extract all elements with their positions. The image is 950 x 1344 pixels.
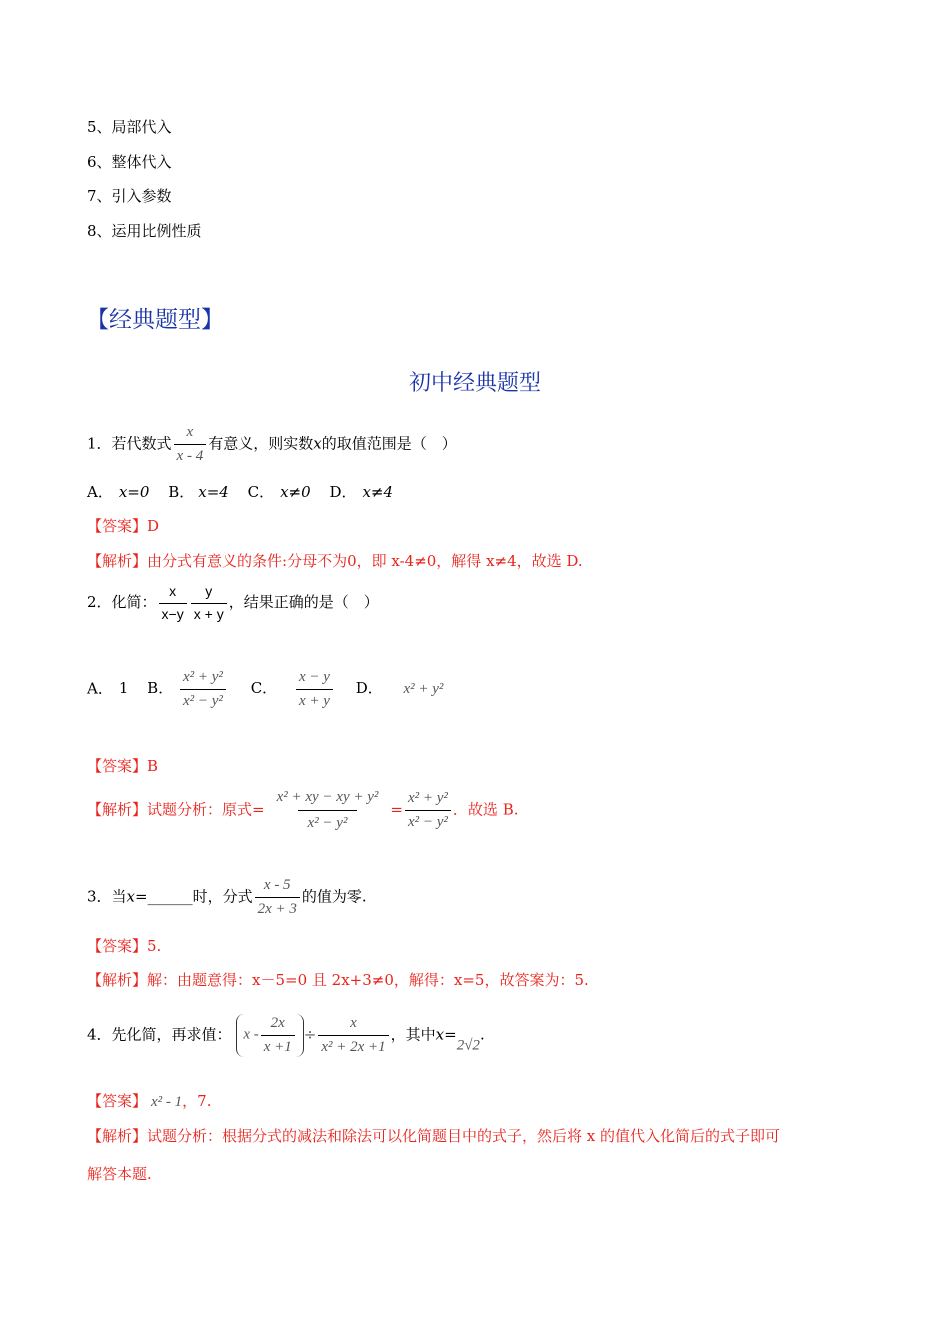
analysis-line: 【解析】试题分析：原式= $\frac{\text{x² + xy − xy + y²}}{\text{x² − y²}}$ = $\frac{\text{x² + y²}}{\text{x² − y²}}$ ．故选 B. <box>87 789 519 831</box>
fraction: $\frac{\text{x² + y²}}{\text{x² − y²}}$ <box>405 789 451 832</box>
fraction: $\frac{x}{x-y}$ <box>159 583 187 623</box>
method-item: 7、引入参数 <box>87 187 172 205</box>
question-number: 1．若代数式 <box>87 434 172 453</box>
question-4: 4．先化简，再求值： x - $\frac{2x}{x +1}$ ÷ $\frac{x}{\text{x² + 2x +1}}$ ，其中x=2√2. <box>87 1015 485 1055</box>
fraction: $\frac{x}{\text{x² + 2x +1}}$ <box>318 1014 388 1057</box>
analysis-line-continued: 解答本题. <box>87 1165 152 1183</box>
answer-line: 【答案】D <box>87 517 160 535</box>
section-heading: 【经典题型】 <box>86 307 224 333</box>
analysis-line: 【解析】由分式有意义的条件:分母不为0，即 x-4≠0，解得 x≠4，故选 D. <box>87 552 583 570</box>
question-1: 1．若代数式 $\frac{x}{x - 4}$ 有意义，则实数x的取值范围是（ ） <box>87 424 457 464</box>
analysis-line: 【解析】试题分析：根据分式的减法和除法可以化简题目中的式子，然后将 x 的值代入化简后的式子即可 <box>87 1127 781 1145</box>
method-item: 6、整体代入 <box>87 153 172 171</box>
fraction: $\frac{2x}{x +1}$ <box>261 1014 295 1057</box>
method-item: 8、运用比例性质 <box>87 222 202 240</box>
fraction: $\frac{\text{x² + y²}}{\text{x² − y²}}$ <box>180 668 226 711</box>
fraction: $\frac{x - y}{x + y}$ <box>296 668 333 711</box>
answer-line: 【答案】 x² - 1，7. <box>87 1092 212 1110</box>
question-3: 3．当x=______时，分式 $\frac{x - 5}{2x + 3}$ 的值为零. <box>87 877 367 917</box>
question-2: 2．化简： $\frac{x}{x-y}$ $\frac{y}{x + y}$ ，结果正确的是（ ） <box>87 583 379 622</box>
question-1-options: A． x=0 B． x=4 C． x≠0 D． x≠4 <box>87 483 394 501</box>
fraction: $\frac{\text{x² + xy − xy + y²}}{\text{x² − y²}}$ <box>276 789 379 831</box>
fraction: $\frac{x - 5}{2x + 3}$ <box>255 876 300 919</box>
parenthesized-expression: x - $\frac{2x}{x +1}$ <box>236 1014 303 1057</box>
answer-line: 【答案】B <box>87 757 159 775</box>
fraction: $\frac{x}{x - 4}$ <box>174 423 207 466</box>
method-item: 5、局部代入 <box>87 118 172 136</box>
page-title: 初中经典题型 <box>408 371 541 396</box>
answer-line: 【答案】5. <box>87 937 162 955</box>
sqrt-value: 2√2 <box>456 1037 480 1054</box>
analysis-line: 【解析】解：由题意得：x－5=0 且 2x+3≠0，解得：x=5，故答案为：5. <box>87 971 589 989</box>
fraction: $\frac{y}{x + y}$ <box>191 583 227 623</box>
question-2-options: A． 1 B． $\frac{\text{x² + y²}}{\text{x² − y²}}$ C． $\frac{x - y}{x + y}$ D． x² + y² <box>87 669 444 709</box>
